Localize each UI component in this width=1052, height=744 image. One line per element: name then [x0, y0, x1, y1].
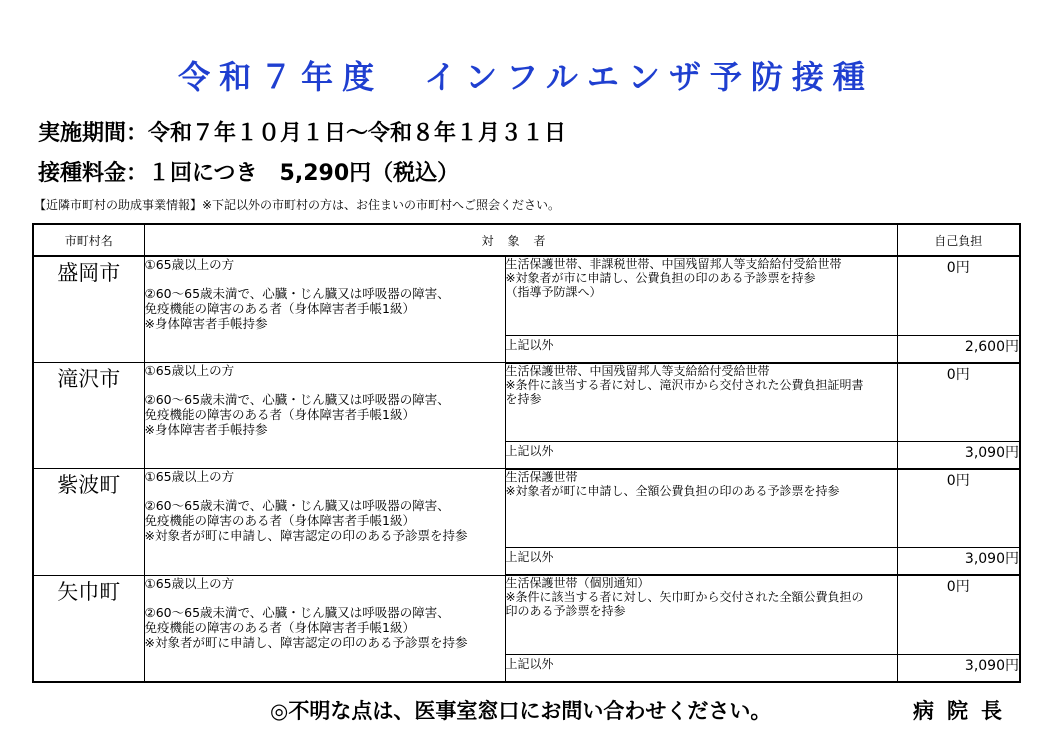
- target-line: ※対象者が町に申請し、障害認定の印のある予診票を持参: [144, 634, 468, 650]
- target-line: ※対象者が町に申請し、障害認定の印のある予診票を持参: [144, 528, 468, 544]
- target-line: ①65歳以上の方: [144, 575, 235, 591]
- table-row: [33, 469, 1020, 548]
- subsidy-condition: [505, 575, 897, 654]
- condition-line: 生活保護世帯: [505, 469, 578, 484]
- target-line: ※身体障害者手帳持参: [144, 422, 268, 438]
- other-condition: 上記以外: [505, 335, 897, 363]
- other-condition: 上記以外: [505, 441, 897, 469]
- condition-line: ※条件に該当する者に対し、滝沢市から交付された公費負担証明書: [505, 377, 864, 392]
- condition-line: ※条件に該当する者に対し、矢巾町から交付された全額公費負担の: [505, 590, 864, 605]
- self-pay-subsidized: 0円: [897, 469, 1020, 548]
- self-pay-subsidized: 0円: [897, 363, 1020, 442]
- vaccination-fee: 接種料金：１回につき 5,290円（税込）: [38, 161, 460, 186]
- target-line: 免疫機能の障害のある者（身体障害者手帳1級）: [144, 407, 415, 423]
- other-condition: 上記以外: [505, 655, 897, 683]
- target-line: 免疫機能の障害のある者（身体障害者手帳1級）: [144, 513, 415, 529]
- condition-line: ※対象者が市に申請し、公費負担の印のある予診票を持参: [505, 271, 816, 285]
- eligible-persons: [144, 575, 505, 682]
- condition-line: 生活保護世帯、中国残留邦人等支給給付受給世帯: [505, 363, 770, 378]
- implementation-period: 実施期間：令和７年１０月１日～令和８年１月３１日: [38, 121, 567, 146]
- condition-line: 生活保護世帯、非課税世帯、中国残留邦人等支給給付受給世帯: [505, 257, 842, 271]
- municipality-name: 矢巾町: [33, 575, 144, 682]
- condition-line: 印のある予診票を持参: [505, 604, 626, 619]
- eligible-persons: [144, 256, 505, 363]
- condition-line: ※対象者が町に申請し、全額公費負担の印のある予診票を持参: [505, 483, 840, 498]
- target-line: 免疫機能の障害のある者（身体障害者手帳1級）: [144, 619, 415, 635]
- subsidy-table: [32, 223, 1021, 683]
- subsidy-condition: [505, 469, 897, 548]
- condition-line: （指導予防課へ）: [505, 285, 602, 299]
- self-pay-other: 3,090円: [897, 441, 1020, 469]
- table-row: [33, 256, 1020, 335]
- condition-line: 生活保護世帯（個別通知）: [505, 576, 650, 591]
- target-line: ①65歳以上の方: [144, 469, 235, 485]
- table-header-row: [33, 224, 1020, 256]
- target-line: 免疫機能の障害のある者（身体障害者手帳1級）: [144, 301, 415, 316]
- footer-notice: ◎不明な点は、医事室窓口にお問い合わせください。: [270, 699, 772, 723]
- signature: 病院長: [913, 699, 1015, 723]
- table-row: [33, 575, 1020, 654]
- self-pay-other: 3,090円: [897, 655, 1020, 683]
- table-row: [33, 363, 1020, 442]
- municipality-name: 紫波町: [33, 469, 144, 575]
- self-pay-subsidized: 0円: [897, 256, 1020, 335]
- other-condition: 上記以外: [505, 548, 897, 576]
- header-municipality: 市町村名: [33, 224, 144, 256]
- eligible-persons: [144, 469, 505, 575]
- self-pay-subsidized: 0円: [897, 575, 1020, 654]
- target-line: ②60～65歳未満で、心臓・じん臓又は呼吸器の障害、: [144, 498, 450, 514]
- target-line: ②60～65歳未満で、心臓・じん臓又は呼吸器の障害、: [144, 604, 450, 620]
- self-pay-other: 2,600円: [897, 335, 1020, 363]
- target-line: ①65歳以上の方: [144, 257, 235, 272]
- condition-line: を持参: [505, 391, 542, 406]
- eligible-persons: [144, 363, 505, 469]
- subsidy-condition: [505, 256, 897, 335]
- municipality-name: 盛岡市: [33, 256, 144, 363]
- header-cost: 自己負担: [897, 224, 1020, 256]
- document-title: 令和７年度 インフルエンザ予防接種: [178, 58, 874, 96]
- target-line: ①65歳以上の方: [144, 363, 235, 379]
- header-target: 対象者: [144, 224, 897, 256]
- municipality-name: 滝沢市: [33, 363, 144, 469]
- target-line: ※身体障害者手帳持参: [144, 316, 268, 331]
- target-line: ②60～65歳未満で、心臓・じん臓又は呼吸器の障害、: [144, 392, 450, 408]
- subsidy-condition: [505, 363, 897, 442]
- self-pay-other: 3,090円: [897, 548, 1020, 576]
- subsidy-note: 【近隣市町村の助成事業情報】※下記以外の市町村の方は、お住まいの市町村へご照会ください。: [34, 198, 561, 212]
- target-line: ②60～65歳未満で、心臓・じん臓又は呼吸器の障害、: [144, 286, 450, 301]
